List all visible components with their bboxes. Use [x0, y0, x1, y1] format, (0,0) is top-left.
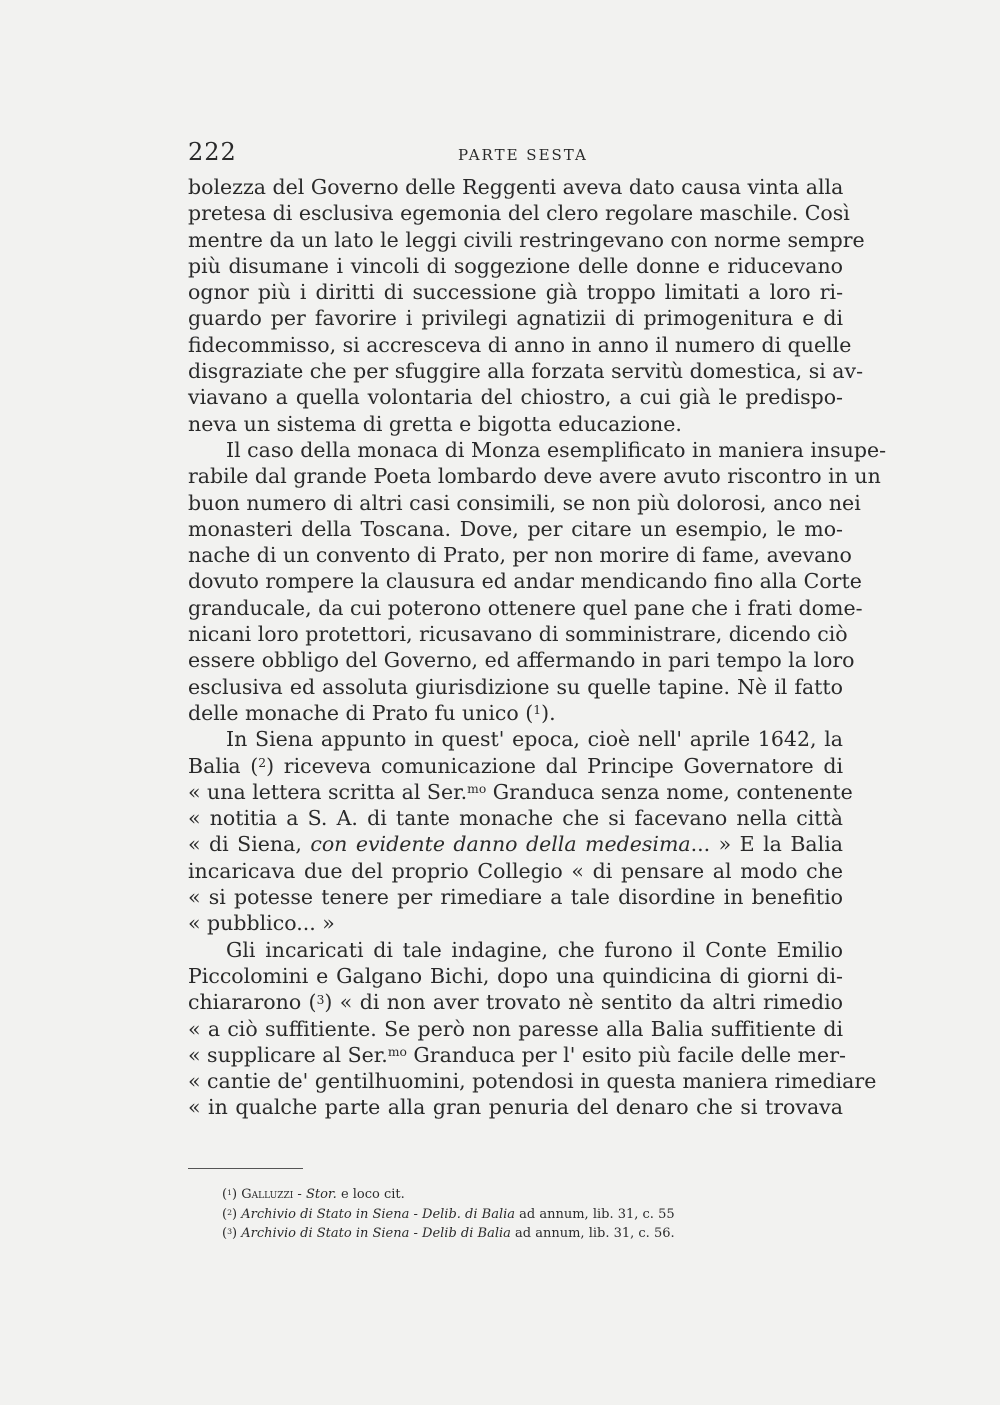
line-text: ... » E la Balia: [690, 832, 843, 857]
line-text: ) riceveva comunicazione dal Principe Governatore di: [266, 753, 843, 778]
text-line: [188, 726, 843, 752]
line-text: neva un sistema di gretta e bigotta educazione.: [188, 411, 682, 436]
line-text: « in qualche parte alla gran penuria del denaro che si trovava: [188, 1095, 843, 1120]
text-line: [188, 253, 843, 279]
text-line: [188, 332, 852, 358]
text-line: [188, 595, 863, 621]
text-line: [188, 437, 887, 463]
text-line: [188, 989, 843, 1015]
line-text: « di Siena,: [188, 832, 311, 857]
text-line: [188, 516, 843, 542]
source-title: Archivio di Stato in Siena - Delib. di Balia: [241, 1206, 516, 1222]
line-text: delle monache di Prato fu unico (: [188, 700, 534, 725]
text-line: [188, 647, 855, 673]
line-text: Il caso della monaca di Monza esemplificato in maniera insupe-: [226, 437, 887, 462]
superscript: 3: [316, 992, 325, 1007]
superscript: mo: [467, 782, 487, 797]
text-line: [188, 1094, 843, 1120]
line-text: Granduca per l' esito più facile delle mer-: [406, 1042, 846, 1067]
line-text: essere obbligo del Governo, ed affermando in pari tempo la loro: [188, 648, 855, 673]
text-line: [188, 700, 843, 726]
line-text: dovuto rompere la clausura ed andar mendicando fino alla Corte: [188, 569, 862, 594]
text-line: [188, 568, 862, 594]
line-text: nicani loro protettori, ricusavano di somministrare, dicendo ciò: [188, 622, 848, 647]
line-text: granducale, da cui poterono ottenere quel pane che i frati dome-: [188, 595, 863, 620]
line-text: chiararono (: [188, 990, 317, 1015]
line-text: ognor più i diritti di successione già troppo limitati a loro ri-: [188, 280, 843, 305]
line-text: monasteri della Toscana. Dove, per citare un esempio, le mo-: [188, 516, 843, 541]
text-line: [188, 305, 843, 331]
line-text: « supplicare al Ser.: [188, 1042, 388, 1067]
footnote-mark: 3: [227, 1227, 233, 1237]
line-text: nache di un convento di Prato, per non morire di fame, avevano: [188, 543, 852, 568]
footnotes: [222, 1185, 782, 1244]
text-line: [188, 963, 843, 989]
line-text: Gli incaricati di tale indagine, che furono il Conte Emilio: [226, 937, 843, 962]
line-text: « pubblico... »: [188, 911, 335, 936]
line-text: esclusiva ed assoluta giurisdizione su quelle tapine. Nè il fatto: [188, 674, 843, 699]
text-line: [188, 384, 843, 410]
text-line: [188, 937, 843, 963]
footnote: ($^3$) Archivio di Stato in Siena - Delib di Balia ad annum, lib. 31, c. 56.: [222, 1226, 675, 1241]
text-line: [188, 279, 843, 305]
text-line: [188, 200, 850, 226]
line-text: Balia (: [188, 753, 259, 778]
line-text: più disumane i vincoli di soggezione delle donne e riducevano: [188, 253, 843, 278]
text-line: [188, 858, 843, 884]
line-text: disgraziate che per sfuggire alla forzata servitù domestica, si av-: [188, 359, 864, 384]
page-number: 222: [188, 138, 237, 166]
page-header: [188, 138, 843, 168]
line-text: « cantie de' gentilhuomini, potendosi in questa maniera rimediare: [188, 1069, 877, 1094]
line-text: ) « di non aver trovato nè sentito da altri rimedio: [324, 990, 843, 1015]
line-text: incaricava due del proprio Collegio « di pensare al modo che: [188, 858, 843, 883]
text-line: [188, 831, 843, 857]
running-title: PARTE SESTA: [458, 146, 588, 164]
citation-detail: ad annum, lib. 31, c. 56.: [510, 1226, 675, 1241]
line-text: Piccolomini e Galgano Bichi, dopo una quindicina di giorni di-: [188, 963, 843, 988]
line-text: mentre da un lato le leggi civili restringevano con norme sempre: [188, 227, 865, 252]
footnote-rule: [188, 1168, 303, 1169]
text-line: [188, 1068, 877, 1094]
superscript: mo: [387, 1045, 407, 1060]
line-text: « notitia a S. A. di tante monache che si facevano nella città: [188, 806, 843, 831]
line-text: viavano a quella volontaria del chiostro, a cui già le predispo-: [188, 385, 843, 410]
line-text: « una lettera scritta al Ser.: [188, 779, 468, 804]
footnote-mark: 2: [227, 1207, 233, 1217]
separator: -: [293, 1187, 306, 1202]
line-text: « si potesse tenere per rimediare a tale disordine in benefitio: [188, 885, 843, 910]
text-line: [188, 1042, 846, 1068]
line-text: bolezza del Governo delle Reggenti aveva dato causa vinta alla: [188, 175, 844, 199]
line-text: guardo per favorire i privilegi agnatizii di primogenitura e di: [188, 306, 843, 331]
text-line: [188, 779, 853, 805]
line-text: In Siena appunto in quest' epoca, cioè nell' aprile 1642, la: [226, 727, 843, 752]
text-line: [188, 227, 865, 253]
line-text: Granduca senza nome, contenente: [486, 779, 853, 804]
text-line: [188, 621, 848, 647]
footnote-mark: 1: [227, 1188, 233, 1198]
author-name: Galluzzi: [241, 1187, 294, 1202]
text-line: [188, 674, 843, 700]
text-line: [188, 805, 843, 831]
italic-text: con evidente danno della medesima: [310, 832, 691, 857]
text-line: [188, 174, 843, 200]
text-line: [188, 884, 843, 910]
body-text: [188, 174, 887, 1121]
line-text: ).: [541, 700, 556, 725]
line-text: « a ciò suffitiente. Se però non paresse alla Balia suffitiente di: [188, 1016, 843, 1041]
text-line: [188, 463, 881, 489]
text-line: [188, 490, 861, 516]
line-text: fidecommisso, si accresceva di anno in anno il numero di quelle: [188, 332, 852, 357]
line-text: pretesa di esclusiva egemonia del clero regolare maschile. Così: [188, 201, 850, 226]
text-line: [188, 1016, 843, 1042]
superscript: 1: [533, 703, 542, 718]
line-text: buon numero di altri casi consimili, se non più dolorosi, anco nei: [188, 490, 861, 515]
superscript: 2: [258, 756, 267, 771]
text-line: [188, 753, 843, 779]
line-text: rabile dal grande Poeta lombardo deve avere avuto riscontro in un: [188, 464, 881, 489]
text-line: [188, 358, 864, 384]
citation-detail: e loco cit.: [336, 1187, 405, 1202]
text-line: [188, 411, 843, 437]
footnote: ($^1$) Galluzzi - Stor. e loco cit.: [222, 1187, 405, 1202]
citation-detail: ad annum, lib. 31, c. 55: [515, 1206, 675, 1222]
source-title: Archivio di Stato in Siena - Delib di Balia: [241, 1226, 511, 1241]
text-line: [188, 910, 843, 936]
source-title: Stor.: [305, 1187, 337, 1202]
footnote: ($^2$) Archivio di Stato in Siena - Delib. di Balia ad annum, lib. 31, c. 55: [222, 1206, 675, 1222]
text-line: [188, 542, 852, 568]
